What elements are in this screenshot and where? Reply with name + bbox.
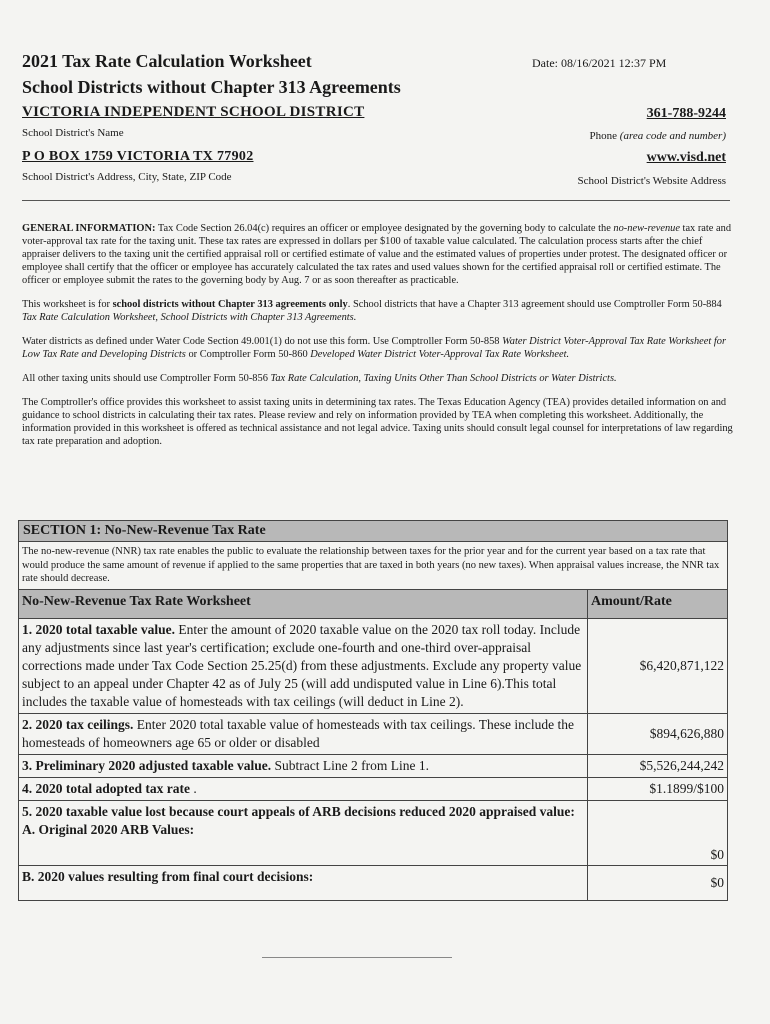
district-name: VICTORIA INDEPENDENT SCHOOL DISTRICT	[22, 104, 365, 120]
general-info-paragraph	[22, 222, 738, 287]
line5b-label: B. 2020 values resulting from final court decisions:	[19, 865, 588, 900]
district-website: www.visd.net	[646, 150, 726, 165]
other-units-italic: Tax Rate Calculation, Taxing Units Other Than School Districts or Water Districts.	[270, 373, 617, 384]
line1-label: 1. 2020 total taxable value.	[22, 621, 175, 637]
scope-paragraph	[22, 298, 738, 324]
line1-text	[19, 618, 588, 713]
line3-label: 3. Preliminary 2020 adjusted taxable value.	[22, 757, 272, 773]
district-address: P O BOX 1759 VICTORIA TX 77902	[22, 149, 254, 164]
header-left	[22, 50, 502, 183]
table-row	[19, 777, 728, 800]
section1-table	[18, 520, 728, 901]
scope-text-b: . School districts that have a Chapter 313 agreement should use Comptroller Form 50-884	[347, 299, 722, 310]
line3-description: Subtract Line 2 from Line 1.	[271, 757, 429, 773]
line5b-value: $0	[588, 865, 728, 900]
header-divider	[22, 200, 730, 201]
line5a-label: A. Original 2020 ARB Values:	[22, 821, 195, 837]
line2-text	[19, 713, 588, 754]
general-info-lead: GENERAL INFORMATION:	[22, 223, 156, 234]
form-date: Date: 08/16/2021 12:37 PM	[532, 56, 667, 70]
line4-text	[19, 777, 588, 800]
form-subtitle: School Districts without Chapter 313 Agreements	[22, 77, 401, 97]
district-website-label: School District's Website Address	[577, 175, 726, 187]
water-text-a: Water districts as defined under Water Code Section 49.001(1) do not use this form. Use Comptroller Form 50-858	[22, 336, 503, 347]
table-row	[19, 800, 728, 865]
line2-label: 2. 2020 tax ceilings.	[22, 716, 134, 732]
water-text-b: or Comptroller Form 50-860	[185, 349, 311, 360]
general-info-text-a: Tax Code Section 26.04(c) requires an officer or employee designated by the governing body to calculate the	[155, 223, 614, 234]
general-information	[22, 222, 738, 459]
line5-heading: 5. 2020 taxable value lost because court appeals of ARB decisions reduced 2020 appraised value:	[22, 803, 575, 819]
line4-label: 4. 2020 total adopted tax rate	[22, 780, 190, 796]
table-row	[19, 713, 728, 754]
section1-heading: SECTION 1: No-New-Revenue Tax Rate	[19, 521, 728, 542]
amount-column-header: Amount/Rate	[588, 589, 728, 618]
table-row	[19, 754, 728, 777]
line5a-value: $0	[588, 800, 728, 865]
water-italic-b: Developed Water District Voter-Approval Tax Rate Worksheet.	[310, 349, 570, 360]
line3-text	[19, 754, 588, 777]
scope-text-a: This worksheet is for	[22, 299, 113, 310]
line4-description: .	[189, 780, 197, 796]
line5a-text	[19, 800, 588, 865]
district-name-label: School District's Name	[22, 127, 124, 139]
general-info-text-b: tax rate and voter-approval tax rate for the taxing unit. These tax rates are expressed in dollars per $100 of taxable value calculated. The calculation process starts after the chief appraiser delivers to the taxing unit the certified appraisal roll or certified estimate of value and the estimated values of properties under protest. The designated officer or employee shall certify that the officer or employee has accurately calculated the tax rates and used values shown for the certified appraisal roll or certified estimate. The officer or employee submit the rates to the governing body by Aug. 7 or as soon thereafter as practicable.	[22, 223, 732, 286]
worksheet-column-header: No-New-Revenue Tax Rate Worksheet	[19, 589, 588, 618]
district-address-label: School District's Address, City, State, ZIP Code	[22, 171, 232, 183]
line1-description: Enter the amount of 2020 taxable value on the 2020 tax roll today. Include any adjustments since last year's certification; exclude one-fourth and one-third over-appraisal corrections made under Tax Code Section 25.25(d) from these adjustments. Exclude any property value subject to an appeal under Chapter 42 as of July 25 (will add undisputed value in Line 6).This total includes the taxable value of homesteads with tax ceilings (will deduct in Line 2).	[22, 621, 582, 709]
district-phone-label: Phone (area code and number)	[589, 130, 726, 142]
footer-divider	[262, 957, 452, 958]
table-row	[19, 865, 728, 900]
other-units-text: All other taxing units should use Comptroller Form 50-856	[22, 373, 271, 384]
line3-value: $5,526,244,242	[588, 754, 728, 777]
comptroller-paragraph: The Comptroller's office provides this worksheet to assist taxing units in determining tax rates. The Texas Education Agency (TEA) provides detailed information on and guidance to school districts in calculating their tax rates. Please review and rely on information provided by TEA when completing this worksheet. Additionally, the information provided in this worksheet is offered as technical assistance and not legal advice. Taxing units should consult legal counsel for interpretations of law regarding tax rate preparation and adoption.	[22, 397, 733, 447]
district-phone: 361-788-9244	[646, 106, 726, 121]
section1-description: The no-new-revenue (NNR) tax rate enables the public to evaluate the relationship between taxes for the prior year and for the current year based on a tax rate that would produce the same amount of revenue if applied to the same properties that are taxed in both years (no new taxes). When appraisal values increase, the NNR tax rate should decrease.	[19, 542, 728, 590]
scope-italic: Tax Rate Calculation Worksheet, School Districts with Chapter 313 Agreements.	[22, 312, 357, 323]
form-title: 2021 Tax Rate Calculation Worksheet	[22, 51, 312, 71]
other-units-paragraph	[22, 372, 738, 385]
water-italic-a: Water District Voter-Approval Tax Rate Worksheet for Low Tax Rate and Developing Districts	[22, 336, 727, 360]
line2-value: $894,626,880	[588, 713, 728, 754]
line4-value: $1.1899/$100	[588, 777, 728, 800]
line2-description: Enter 2020 total taxable value of homesteads with tax ceilings. These include the homesteads of homeowners age 65 or older or disabled	[22, 716, 574, 750]
general-info-italic: no-new-revenue	[613, 223, 680, 234]
scope-bold: school districts without Chapter 313 agreements only	[112, 299, 348, 310]
line1-value: $6,420,871,122	[588, 618, 728, 713]
water-districts-paragraph	[22, 335, 738, 361]
table-row	[19, 618, 728, 713]
